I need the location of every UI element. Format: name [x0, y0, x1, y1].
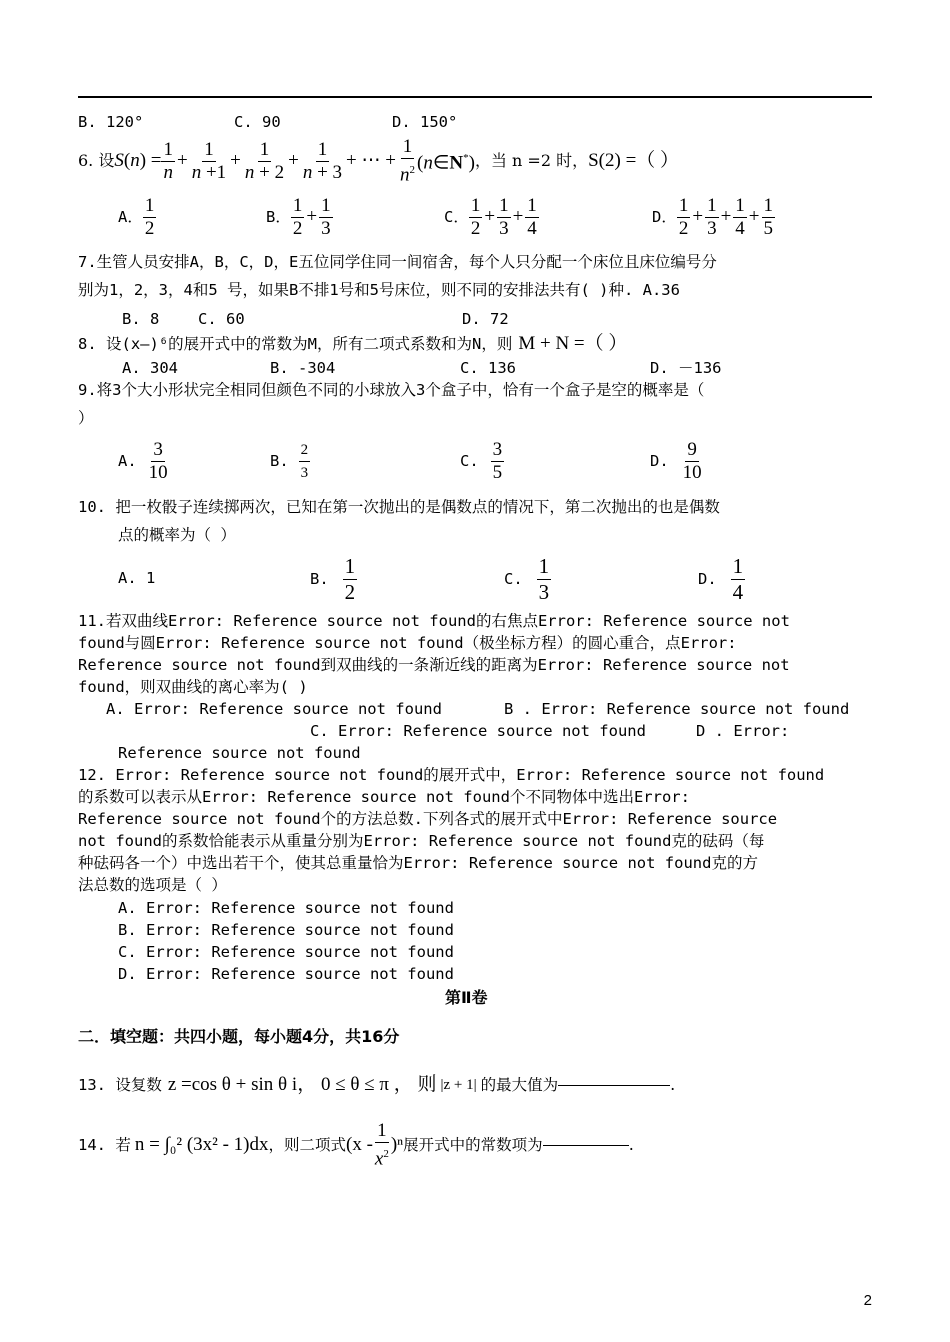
question-9-line-1: 9.将3个大小形状完全相同但颜色不同的小球放入3个盒子中，恰有一个盒子是空的概率是（ [78, 381, 705, 399]
question-12-line-3: Reference source not found个的方法总数.下列各式的展开式中Error: Reference source [78, 810, 778, 828]
q12-option-c: C. Error: Reference source not found [118, 943, 454, 961]
q12-option-d: D. Error: Reference source not found [118, 965, 454, 983]
q7-option-c: C. 60 [198, 310, 245, 328]
question-12-line-2: 的系数可以表示从Error: Reference source not found个不同物体中选出Error: [78, 788, 690, 806]
question-12-line-5: 种砝码各一个）中选出若干个，使其总重量恰为Error: Reference source not found克的方 [78, 854, 758, 872]
question-7-line-2: 别为1，2，3，4和5 号，如果B不排1号和5号床位，则不同的安排法共有( )种. A.36 [78, 281, 680, 299]
q6-option-a: A． $\frac{1}{2}$ [118, 194, 155, 239]
q8-option-d: D. －136 [650, 359, 722, 377]
q11-option-b: B . Error: Reference source not found [504, 700, 850, 718]
q10-option-d: D. $\frac{1}{4}$ [698, 553, 744, 604]
q8-option-c: C. 136 [460, 359, 516, 377]
question-13: 13. 设复数 z =cos θ + sin θ i ， 0 ≤ θ ≤ π ， 则 |z + 1| 的最大值为 . [78, 1074, 676, 1095]
q5-option-c: C. 90 [234, 113, 281, 131]
question-12-line-1: 12. Error: Reference source not found的展开式中，Error: Reference source not found [78, 766, 825, 784]
q6-option-c: C． $\frac{1}{2}$ + $\frac{1}{3}$ + $\frac{1}{4}$ [444, 194, 537, 239]
question-10-line-2: 点的概率为（ ） [118, 526, 236, 544]
question-8-stem: 8. 设(x—)⁶的展开式中的常数为M，所有二项式系数和为N，则 M + N =（ ） [78, 333, 628, 354]
q9-option-b: B. $\frac{2}{3}$ [270, 436, 310, 486]
question-12-line-6: 法总数的选项是（ ） [78, 876, 227, 894]
q10-option-b: B. $\frac{1}{2}$ [310, 553, 356, 604]
q8-option-a: A. 304 [122, 359, 178, 377]
q5-option-d: D. 150° [392, 113, 458, 131]
q7-option-d: D. 72 [462, 310, 509, 328]
q5-option-b: B. 120° [78, 113, 144, 131]
question-6-stem: 6. 设 S ( n ) = $\frac{1}{n}$ + $\frac{1}{n +1}$ + $\frac{1}{n + 2}$ + $\frac{1}{n + 3}$ + ⋯ + $\frac{1}{n^2}$ (n∈N*) ，当 n =2 时， S(2) =（ ） [78, 135, 680, 186]
q6-option-b: B． $\frac{1}{2}$ + $\frac{1}{3}$ [266, 194, 331, 239]
question-12-line-4: not found的系数恰能表示从重量分别为Error: Reference source not found克的砝码（每 [78, 832, 765, 850]
question-9-line-2: ） [78, 409, 94, 427]
question-11-line-4: found，则双曲线的离心率为( ) [78, 678, 308, 696]
question-11-line-2: found与圆Error: Reference source not found（极坐标方程）的圆心重合，点Error: [78, 634, 737, 652]
q11-option-d-text: Reference source not found [118, 744, 361, 762]
s-n-expr: S [114, 150, 124, 171]
q9-option-c: C. $\frac{3}{5}$ [460, 438, 503, 483]
question-11-line-3: Reference source not found到双曲线的一条渐近线的距离为Error: Reference source not [78, 656, 790, 674]
q8-option-b: B. -304 [270, 359, 336, 377]
q11-option-c: C. Error: Reference source not found [310, 722, 646, 740]
q6-option-d: D． $\frac{1}{2}$ + $\frac{1}{3}$ + $\frac{1}{4}$ + $\frac{1}{5}$ [652, 194, 773, 239]
q7-option-b: B. 8 [122, 310, 160, 328]
q12-option-a: A. Error: Reference source not found [118, 899, 454, 917]
q14-answer-blank[interactable] [543, 1145, 629, 1146]
page-number: 2 [863, 1292, 872, 1309]
question-11-line-1: 11.若双曲线Error: Reference source not found的右焦点Error: Reference source not [78, 612, 790, 630]
q9-option-a: A. $\frac{3}{10}$ [118, 438, 168, 483]
q10-option-a: A. 1 [118, 569, 156, 587]
section-title: 第Ⅱ卷 [445, 988, 488, 1007]
question-7-line-1: 7.生管人员安排A，B，C，D，E五位同学住同一间宿舍，每个人只分配一个床位且床位编号分 [78, 253, 717, 271]
header-rule [78, 96, 872, 98]
question-14: 14. 若 n = ∫₀² (3x² - 1)dx ，则二项式 (x - $\frac{1}{x^2}$ )ⁿ 展开式中的常数项为 . [78, 1119, 634, 1170]
q13-answer-blank[interactable] [558, 1085, 670, 1086]
question-10-line-1: 10. 把一枚骰子连续掷两次，已知在第一次抛出的是偶数点的情况下，第二次抛出的也是偶数 [78, 498, 720, 516]
q12-option-b: B. Error: Reference source not found [118, 921, 454, 939]
q10-option-c: C. $\frac{1}{3}$ [504, 553, 550, 604]
q11-option-a: A. Error: Reference source not found [106, 700, 442, 718]
q9-option-d: D. $\frac{9}{10}$ [650, 438, 702, 483]
section-heading: 二．填空题：共四小题，每小题4分，共16分 [78, 1027, 400, 1046]
q11-option-d-prefix: D . Error: [696, 722, 790, 740]
